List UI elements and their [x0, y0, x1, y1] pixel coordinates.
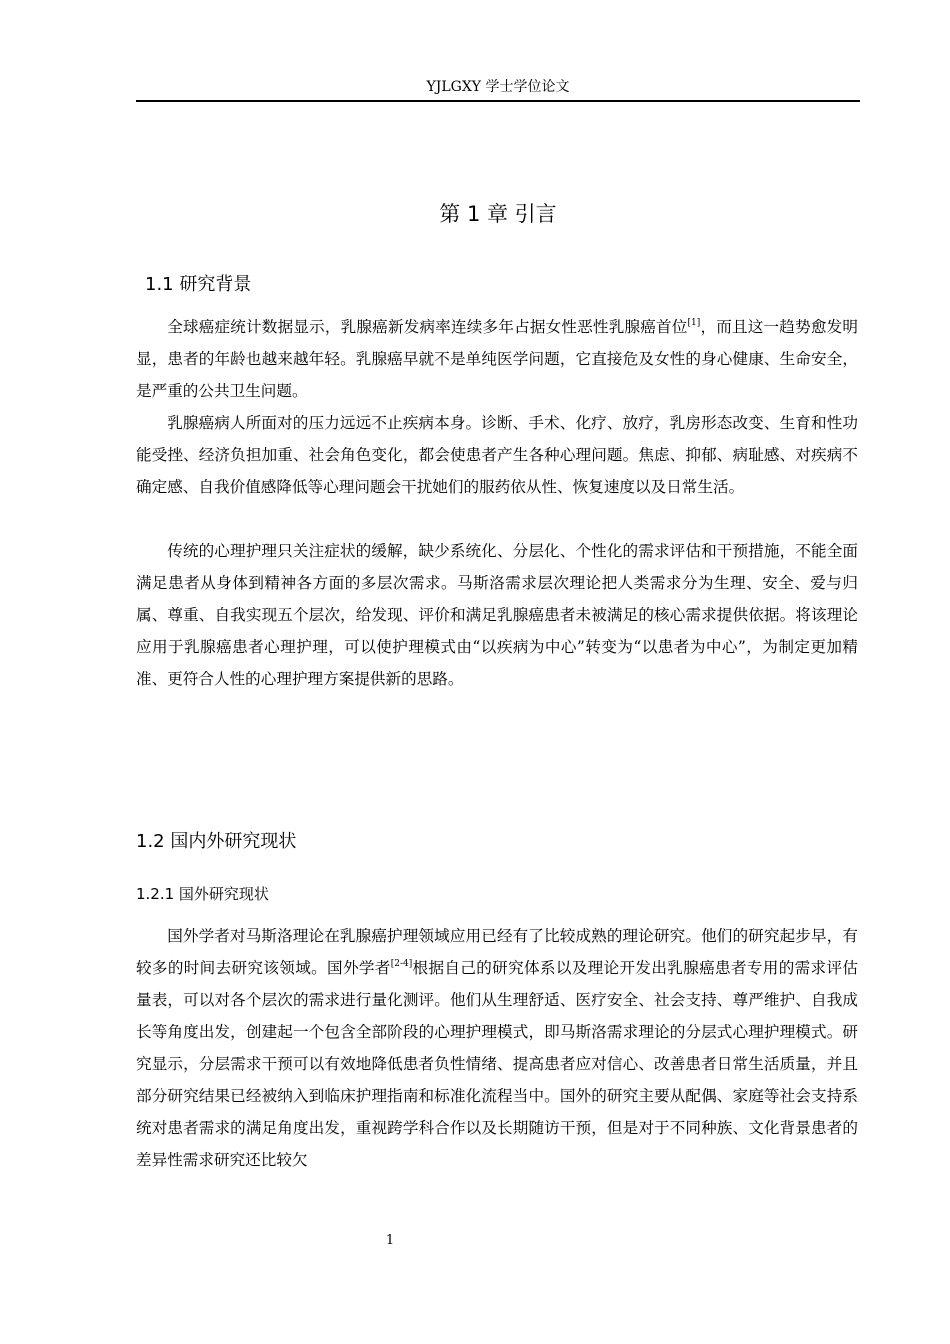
running-header: YJLGXY 学士学位论文 [426, 79, 570, 95]
header-rule [136, 100, 860, 102]
paragraph-1-text-a: 全球癌症统计数据显示，乳腺癌新发病率连续多年占据女性恶性乳腺癌首位 [167, 318, 688, 336]
section-heading-1-2: 1.2 国内外研究现状 [136, 831, 297, 852]
citation-1: [1] [687, 318, 701, 328]
chapter-title: 第 1 章 引言 [439, 202, 557, 226]
paragraph-4-text-a: 国外学者对马斯洛理论在乳腺癌护理领域应用已经有了比较成熟的理论研究。他们的研究起步早，有较多的时间去研究该领域。国外学者 [136, 927, 858, 977]
paragraph-4 [136, 920, 858, 1176]
section-heading-1-1: 1.1 研究背景 [145, 274, 252, 295]
subsection-heading-1-2-1: 1.2.1 国外研究现状 [136, 885, 269, 903]
page-number: 1 [385, 1233, 395, 1248]
paragraph-3: 传统的心理护理只关注症状的缓解，缺少系统化、分层化、个性化的需求评估和干预措施，不能全面满足患者从身体到精神各方面的多层次需求。马斯洛需求层次理论把人类需求分为生理、安全、爱与归属、尊重、自我实现五个层次，给发现、评价和满足乳腺癌患者未被满足的核心需求提供依据。将该理论应用于乳腺癌患者心理护理，可以使护理模式由“以疾病为中心”转变为“以患者为中心”，为制定更加精准、更符合人性的心理护理方案提供新的思路。 [136, 542, 858, 688]
paragraph-1 [136, 311, 858, 407]
paragraph-2: 乳腺癌病人所面对的压力远远不止疾病本身。诊断、手术、化疗、放疗，乳房形态改变、生育和性功能受挫、经济负担加重、社会角色变化，都会使患者产生各种心理问题。焦虑、抑郁、病耻感、对疾病不确定感、自我价值感降低等心理问题会干扰她们的服药依从性、恢复速度以及日常生活。 [136, 414, 858, 496]
citation-2: [2-4] [390, 959, 413, 969]
paragraph-1-text-b: ，而且这一趋势愈发明显，患者的年龄也越来越年轻。乳腺癌早就不是单纯医学问题，它直接危及女性的身心健康、生命安全，是严重的公共卫生问题。 [136, 318, 858, 400]
paragraph-4-text-b: 根据自己的研究体系以及理论开发出乳腺癌患者专用的需求评估量表，可以对各个层次的需求进行量化测评。他们从生理舒适、医疗安全、社会支持、尊严维护、自我成长等角度出发，创建起一个包含全部阶段的心理护理模式，即马斯洛需求理论的分层式心理护理模式。研究显示，分层需求干预可以有效地降低患者负性情绪、提高患者应对信心、改善患者日常生活质量，并且部分研究结果已经被纳入到临床护理指南和标准化流程当中。国外的研究主要从配偶、家庭等社会支持系统对患者需求的满足角度出发，重视跨学科合作以及长期随访干预，但是对于不同种族、文化背景患者的差异性需求研究还比较欠 [136, 959, 858, 1169]
